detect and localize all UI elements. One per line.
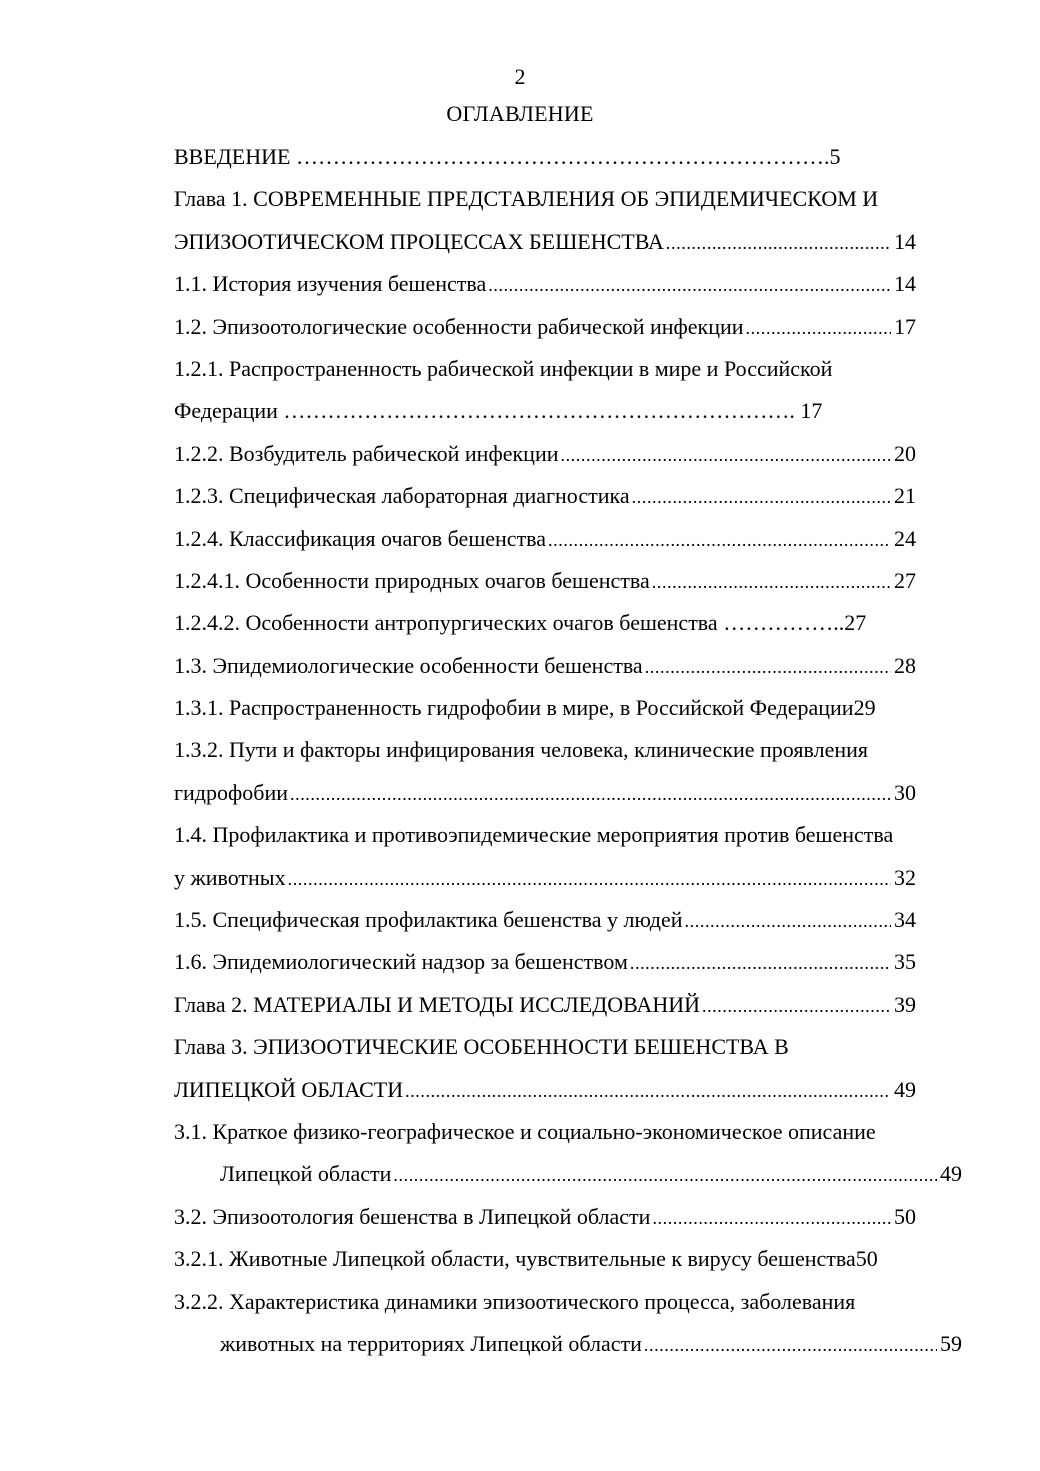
toc-entry-page: 14: [894, 228, 916, 254]
toc-entry-title: Липецкой области: [220, 1161, 392, 1187]
dot-leader: [405, 1070, 891, 1111]
toc-entry[interactable]: [174, 1111, 974, 1153]
dot-leader: [488, 264, 891, 305]
toc-entry-title: 1.3.1. Распространенность гидрофобии в мире, в Российской Федерации29: [174, 695, 876, 721]
page-number: 2: [514, 64, 526, 89]
dot-leader: [685, 900, 891, 941]
table-of-contents: [174, 136, 974, 1365]
toc-entry[interactable]: [174, 1281, 974, 1323]
toc-entry-title: 1.2.4. Классификация очагов бешенства: [174, 525, 547, 551]
toc-entry-title: Глава 2. МАТЕРИАЛЫ И МЕТОДЫ ИССЛЕДОВАНИЙ: [174, 991, 700, 1017]
toc-entry-title: у животных: [174, 864, 286, 890]
toc-entry-page: 34: [894, 907, 916, 933]
dot-leader: [702, 985, 891, 1026]
dot-leader: …………………………………………………………….: [283, 398, 801, 424]
toc-entry[interactable]: [174, 433, 916, 475]
toc-entry-page: 59: [940, 1330, 962, 1356]
toc-entry[interactable]: [174, 1069, 916, 1111]
toc-entry-page: 20: [894, 440, 916, 466]
toc-entry[interactable]: [174, 1323, 962, 1365]
dot-leader: [630, 942, 891, 983]
toc-entry-page: 28: [894, 652, 916, 678]
toc-entry[interactable]: [174, 984, 916, 1026]
toc-entry[interactable]: [174, 857, 916, 899]
dot-leader: ……………..: [723, 610, 845, 636]
toc-entry[interactable]: [174, 687, 974, 729]
toc-entry-title: Глава 3. ЭПИЗООТИЧЕСКИЕ ОСОБЕННОСТИ БЕШЕНСТВА В: [174, 1034, 789, 1060]
toc-entry[interactable]: [174, 475, 916, 517]
toc-entry[interactable]: [174, 899, 916, 941]
toc-entry-title: 1.2. Эпизоотологические особенности рабической инфекции: [174, 313, 744, 339]
toc-entry[interactable]: [174, 136, 974, 178]
toc-entry[interactable]: [174, 178, 974, 220]
dot-leader: ……………………………………………………………….: [295, 144, 830, 169]
toc-entry-page: 27: [894, 567, 916, 593]
toc-entry-title: 1.1. История изучения бешенства: [174, 271, 487, 297]
dot-leader: [548, 519, 891, 560]
toc-entry-page: 5: [829, 144, 841, 169]
dot-leader: [746, 307, 891, 348]
toc-entry[interactable]: [174, 1238, 974, 1280]
toc-entry[interactable]: [174, 221, 916, 263]
toc-entry-title: 1.3. Эпидемиологические особенности бешенства: [174, 652, 643, 678]
dot-leader: [632, 476, 891, 517]
toc-entry-title: ЭПИЗООТИЧЕСКОМ ПРОЦЕССАХ БЕШЕНСТВА: [174, 228, 664, 254]
dot-leader: [645, 646, 891, 687]
toc-entry-page: 49: [894, 1076, 916, 1102]
dot-leader: [560, 434, 891, 475]
toc-entry-page: 27: [844, 610, 867, 636]
toc-entry[interactable]: [174, 645, 916, 687]
toc-entry[interactable]: [174, 1026, 974, 1068]
toc-entry-title: 1.4. Профилактика и противоэпидемические мероприятия против бешенства: [174, 822, 894, 848]
document-title: ОГЛАВЛЕНИЕ: [446, 101, 594, 126]
toc-entry-title: 1.2.2. Возбудитель рабической инфекции: [174, 440, 559, 466]
dot-leader: [652, 561, 891, 602]
toc-entry-title: 1.5. Специфическая профилактика бешенства у людей: [174, 907, 683, 933]
toc-entry-title: 1.2.1. Распространенность рабической инфекции в мире и Российской: [174, 355, 833, 381]
dot-leader: [666, 222, 891, 263]
toc-entry-page: 21: [894, 483, 916, 509]
toc-entry[interactable]: [174, 518, 916, 560]
toc-entry-title: гидрофобии: [174, 779, 288, 805]
toc-entry-page: 50: [894, 1203, 916, 1229]
toc-entry-page: 35: [894, 949, 916, 975]
toc-entry-page: 17: [894, 313, 916, 339]
toc-entry[interactable]: [174, 941, 916, 983]
toc-entry-title: 3.1. Краткое физико-географическое и социально-экономическое описание: [174, 1118, 876, 1144]
toc-entry-title: 1.2.4.2. Особенности антропургических очагов бешенства: [174, 610, 724, 636]
dot-leader: [644, 1324, 937, 1365]
toc-entry[interactable]: [174, 263, 916, 305]
toc-entry[interactable]: [174, 306, 916, 348]
toc-entry-title: Глава 1. СОВРЕМЕННЫЕ ПРЕДСТАВЛЕНИЯ ОБ ЭПИДЕМИЧЕСКОМ И: [174, 186, 879, 212]
toc-entry-page: 49: [940, 1161, 962, 1187]
toc-entry-title: 3.2.2. Характеристика динамики эпизоотического процесса, заболевания: [174, 1288, 856, 1314]
toc-entry[interactable]: [174, 814, 974, 856]
dot-leader: [393, 1154, 937, 1195]
toc-entry-page: 24: [894, 525, 916, 551]
toc-entry-title: 1.3.2. Пути и факторы инфицирования человека, клинические проявления: [174, 737, 869, 763]
toc-entry-title: ЛИПЕЦКОЙ ОБЛАСТИ: [174, 1076, 404, 1102]
toc-entry-page: 17: [800, 398, 823, 424]
toc-entry[interactable]: [174, 602, 974, 644]
toc-entry-title: 1.2.3. Специфическая лабораторная диагностика: [174, 483, 630, 509]
toc-entry-title: 1.2.4.1. Особенности природных очагов бешенства: [174, 567, 650, 593]
dot-leader: [652, 1197, 891, 1238]
toc-entry-title: животных на территориях Липецкой области: [220, 1330, 642, 1356]
toc-entry[interactable]: [174, 1153, 962, 1195]
toc-entry-title: 3.2. Эпизоотология бешенства в Липецкой области: [174, 1203, 651, 1229]
toc-entry-page: 32: [894, 864, 916, 890]
toc-entry[interactable]: [174, 390, 974, 432]
toc-entry[interactable]: [174, 348, 974, 390]
toc-entry[interactable]: [174, 772, 916, 814]
toc-entry-page: 30: [894, 779, 916, 805]
toc-entry-title: Федерации: [174, 398, 284, 424]
toc-entry[interactable]: [174, 1196, 916, 1238]
toc-entry-title: 1.6. Эпидемиологический надзор за бешенством: [174, 949, 628, 975]
toc-entry[interactable]: [174, 729, 974, 771]
toc-entry-title: ВВЕДЕНИЕ: [174, 144, 296, 169]
toc-entry-page: 14: [894, 271, 916, 297]
toc-entry[interactable]: [174, 560, 916, 602]
toc-entry-page: 39: [894, 991, 916, 1017]
toc-entry-title: 3.2.1. Животные Липецкой области, чувствительные к вирусу бешенства50: [174, 1246, 878, 1272]
dot-leader: [290, 773, 891, 814]
dot-leader: [288, 858, 891, 899]
